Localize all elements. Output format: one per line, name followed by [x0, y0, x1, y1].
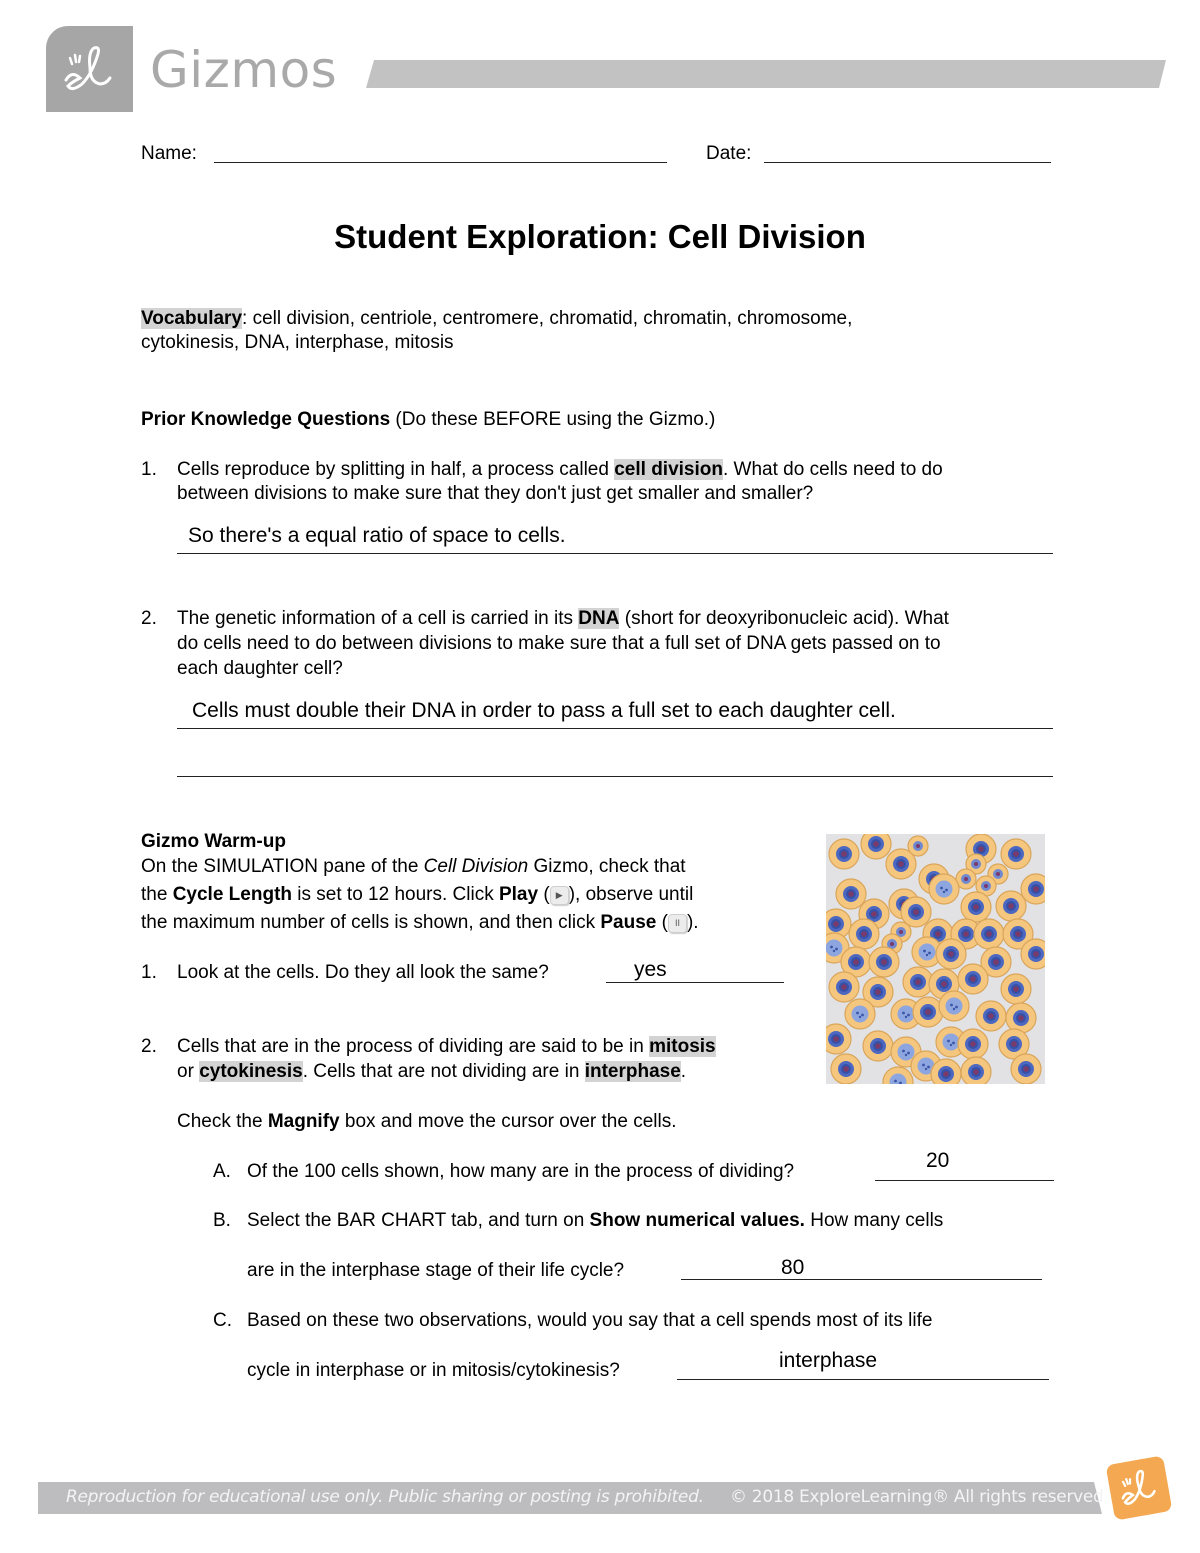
- pk-q2-line-3: each daughter cell?: [177, 658, 343, 679]
- el-logo-icon: [60, 44, 120, 96]
- vocabulary-label: Vocabulary: [141, 308, 243, 329]
- warmup-heading: Gizmo Warm-up: [141, 831, 286, 852]
- vocabulary-line-2: cytokinesis, DNA, interphase, mitosis: [141, 332, 454, 353]
- part-c-letter: C.: [213, 1310, 232, 1331]
- term-magnify: Magnify: [267, 1111, 340, 1132]
- term-cycle-length: Cycle Length: [172, 884, 293, 905]
- play-icon: ▶: [550, 886, 569, 905]
- wu-q2-number: 2.: [141, 1036, 157, 1057]
- pk-q2-line-1: The genetic information of a cell is carried in its DNA (short for deoxyribonucleic acid). What: [177, 608, 949, 629]
- wu-q1-number: 1.: [141, 962, 157, 983]
- date-label: Date:: [706, 143, 752, 164]
- pk-q2-number: 2.: [141, 608, 157, 629]
- term-play: Play: [498, 884, 539, 905]
- pk-q1-line-1: Cells reproduce by splitting in half, a process called cell division. What do cells need to do: [177, 459, 943, 480]
- vocabulary-terms: : cell division, centriole, centromere, chromatid, chromatin, chromosome,: [242, 308, 853, 329]
- part-a-letter: A.: [213, 1161, 231, 1182]
- pk-q2-answer-line-1[interactable]: [177, 728, 1053, 729]
- pk-q2-answer[interactable]: Cells must double their DNA in order to pass a full set to each daughter cell.: [192, 699, 896, 722]
- wu-q2-line-1: Cells that are in the process of dividing are said to be in mitosis: [177, 1036, 716, 1057]
- name-field[interactable]: [214, 162, 667, 163]
- term-cell-division: cell division: [614, 459, 723, 480]
- cells-illustration: [826, 834, 1045, 1084]
- explorelearning-logo: [46, 26, 133, 112]
- name-label: Name:: [141, 143, 197, 164]
- part-b-letter: B.: [213, 1210, 231, 1231]
- page-title: Student Exploration: Cell Division: [334, 218, 866, 255]
- pk-q1-line-2: between divisions to make sure that they don't just get smaller and smaller?: [177, 483, 814, 504]
- part-b-line-1: Select the BAR CHART tab, and turn on Show numerical values. How many cells: [247, 1210, 944, 1231]
- footer-el-logo: [1106, 1455, 1173, 1520]
- gizmo-name: Cell Division: [423, 856, 529, 877]
- term-dna: DNA: [578, 608, 620, 629]
- pk-q2-answer-line-2[interactable]: [177, 776, 1053, 777]
- wu-q1-answer[interactable]: yes: [634, 958, 667, 981]
- term-interphase: interphase: [584, 1061, 681, 1082]
- part-b-answer-line[interactable]: [681, 1279, 1042, 1280]
- wu-q1-answer-line[interactable]: [606, 982, 784, 983]
- warmup-line-2: the Cycle Length is set to 12 hours. Click Play ( ▶ ), observe until: [141, 884, 694, 905]
- term-show-numerical-values: Show numerical values.: [589, 1210, 805, 1231]
- part-c-line-2: cycle in interphase or in mitosis/cytokinesis?: [247, 1360, 620, 1381]
- pk-q2-line-2: do cells need to do between divisions to make sure that a full set of DNA gets passed on to: [177, 633, 941, 654]
- part-a-answer-line[interactable]: [875, 1180, 1054, 1181]
- date-field[interactable]: [764, 162, 1051, 163]
- footer-copyright: © 2018 ExploreLearning® All rights reserved: [730, 1487, 1104, 1507]
- prior-knowledge-note: (Do these BEFORE using the Gizmo.): [390, 409, 716, 430]
- part-c-answer[interactable]: interphase: [779, 1349, 878, 1372]
- warmup-line-1: On the SIMULATION pane of the Cell Division Gizmo, check that: [141, 856, 686, 877]
- warmup-line-3: the maximum number of cells is shown, and then click Pause ( II ).: [141, 912, 699, 933]
- wu-q1-text: Look at the cells. Do they all look the same?: [177, 962, 549, 983]
- term-pause: Pause: [600, 912, 657, 933]
- footer-notice: Reproduction for educational use only. Public sharing or posting is prohibited.: [66, 1487, 704, 1507]
- wu-q2-line-2: or cytokinesis. Cells that are not dividing are in interphase.: [177, 1061, 687, 1082]
- pk-q1-number: 1.: [141, 459, 157, 480]
- cell-simulation-image: [826, 834, 1045, 1084]
- magnify-instruction: Check the Magnify box and move the cursor over the cells.: [177, 1111, 677, 1132]
- term-mitosis: mitosis: [649, 1036, 716, 1057]
- part-b-answer[interactable]: 80: [781, 1256, 805, 1279]
- vocabulary-line-1: [141, 307, 852, 331]
- part-b-line-2: are in the interphase stage of their life cycle?: [247, 1260, 625, 1281]
- term-cytokinesis: cytokinesis: [199, 1061, 303, 1082]
- pk-q1-answer-line[interactable]: [177, 553, 1053, 554]
- el-logo-icon: [1114, 1463, 1165, 1514]
- part-c-line-1: Based on these two observations, would you say that a cell spends most of its life: [247, 1310, 933, 1331]
- prior-knowledge-heading: [141, 408, 715, 432]
- pk-q1-answer[interactable]: So there's a equal ratio of space to cells.: [188, 524, 566, 547]
- brand-name: Gizmos: [150, 41, 338, 99]
- header-bar: [366, 60, 1166, 88]
- part-c-answer-line[interactable]: [677, 1379, 1049, 1380]
- pause-icon: II: [668, 914, 687, 933]
- prior-knowledge-title: Prior Knowledge Questions: [141, 409, 391, 430]
- part-a-text: Of the 100 cells shown, how many are in the process of dividing?: [247, 1161, 795, 1182]
- part-a-answer[interactable]: 20: [926, 1149, 950, 1172]
